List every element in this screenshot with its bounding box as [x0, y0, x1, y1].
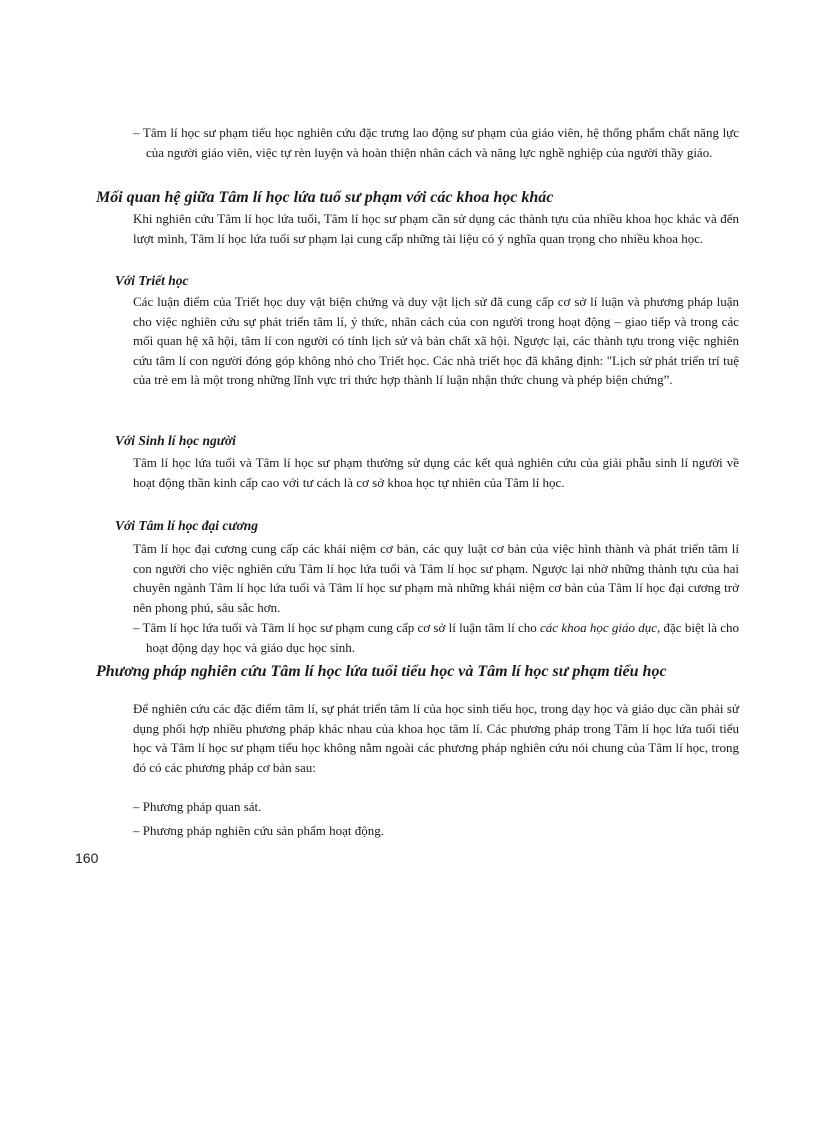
education-sciences-item	[133, 618, 739, 657]
intro-list-item: – Tâm lí học sư phạm tiểu học nghiên cứu đặc trưng lao động sư phạm của giáo viên, hệ thống phẩm chất năng lực của người giáo viên, việc tự rèn luyện và hoàn thiện nhân cách và năng lực nghề nghiệp của người thầy giáo.	[133, 125, 739, 160]
section-intro-paragraph: Khi nghiên cứu Tâm lí học lứa tuổi, Tâm lí học sư phạm cần sử dụng các thành tựu của nhiều khoa học khác và đến lượt mình, Tâm lí học lứa tuổi sư phạm lại cung cấp những tài liệu có ý nghĩa quan trọng cho nhiều khoa học.	[133, 211, 739, 246]
paragraph-general-psychology: Tâm lí học đại cương cung cấp các khái niệm cơ bản, các quy luật cơ bản của việc hình thành và phát triển tâm lí con người cho việc nghiên cứu Tâm lí học lứa tuổi và Tâm lí học sư phạm. Ngược lại nhờ những thành tựu của hai chuyên ngành Tâm lí học lứa tuổi và Tâm lí học sư phạm mà những khái niệm cơ bản của Tâm lí học đại cương trở nên phong phú, sâu sắc hơn.	[133, 541, 739, 615]
subheading-general-psychology: Với Tâm lí học đại cương	[115, 518, 258, 533]
method-list-item: – Phương pháp nghiên cứu sản phẩm hoạt động.	[133, 823, 384, 838]
item-text-end: , đặc biệt là cho hoạt động dạy học và giáo dục học sinh.	[146, 620, 740, 655]
paragraph-physiology: Tâm lí học lứa tuổi và Tâm lí học sư phạm thường sử dụng các kết quả nghiên cứu của giải phẫu sinh lí người về hoạt động thần kinh cấp cao với tư cách là cơ sở khoa học tự nhiên của Tâm lí học.	[133, 455, 739, 490]
item-text-emphasis: các khoa học giáo dục	[540, 620, 658, 635]
methods-intro-paragraph: Để nghiên cứu các đặc điểm tâm lí, sự phát triển tâm lí của học sinh tiểu học, trong dạy học và giáo dục cần phải sử dụng phối hợp nhiều phương pháp khác nhau của khoa học tâm lí. Các phương pháp trong Tâm lí học lứa tuổi tiểu học và Tâm lí học sư phạm tiểu học không nằm ngoài các phương pháp nghiên cứu nói chung của Tâm lí học, trong đó có các phương pháp cơ bản sau:	[133, 701, 739, 775]
paragraph-philosophy: Các luận điểm của Triết học duy vật biện chứng và duy vật lịch sử đã cung cấp cơ sở lí luận và phương pháp luận cho việc nghiên cứu sự phát triển tâm lí, ý thức, nhân cách của con người trong hoạt động – giao tiếp và trong các mối quan hệ xã hội, tâm lí con người có tính lịch sử và bản chất xã hội. Ngược lại, các thành tựu trong việc nghiên cứu tâm lí con người đóng góp không nhỏ cho Triết học. Các nhà triết học đã khẳng định: "Lịch sử phát triển trí tuệ của trẻ em là một trong những lĩnh vực tri thức hợp thành lí luận nhận thức chung và phép biện chứng”.	[133, 294, 739, 387]
page-number: 160	[75, 850, 99, 866]
section-heading-methods: Phương pháp nghiên cứu Tâm lí học lứa tuổi tiểu học và Tâm lí học sư phạm tiểu học	[96, 663, 667, 680]
subheading-philosophy: Với Triết học	[115, 273, 189, 288]
section-heading-relations: Mối quan hệ giữa Tâm lí học lứa tuổ sư phạm với các khoa học khác	[96, 189, 554, 206]
method-list-item: – Phương pháp quan sát.	[133, 799, 262, 814]
item-text-start: – Tâm lí học lứa tuổi và Tâm lí học sư phạm cung cấp cơ sở lí luận tâm lí cho	[133, 620, 541, 635]
subheading-physiology: Với Sinh lí học người	[115, 433, 236, 448]
